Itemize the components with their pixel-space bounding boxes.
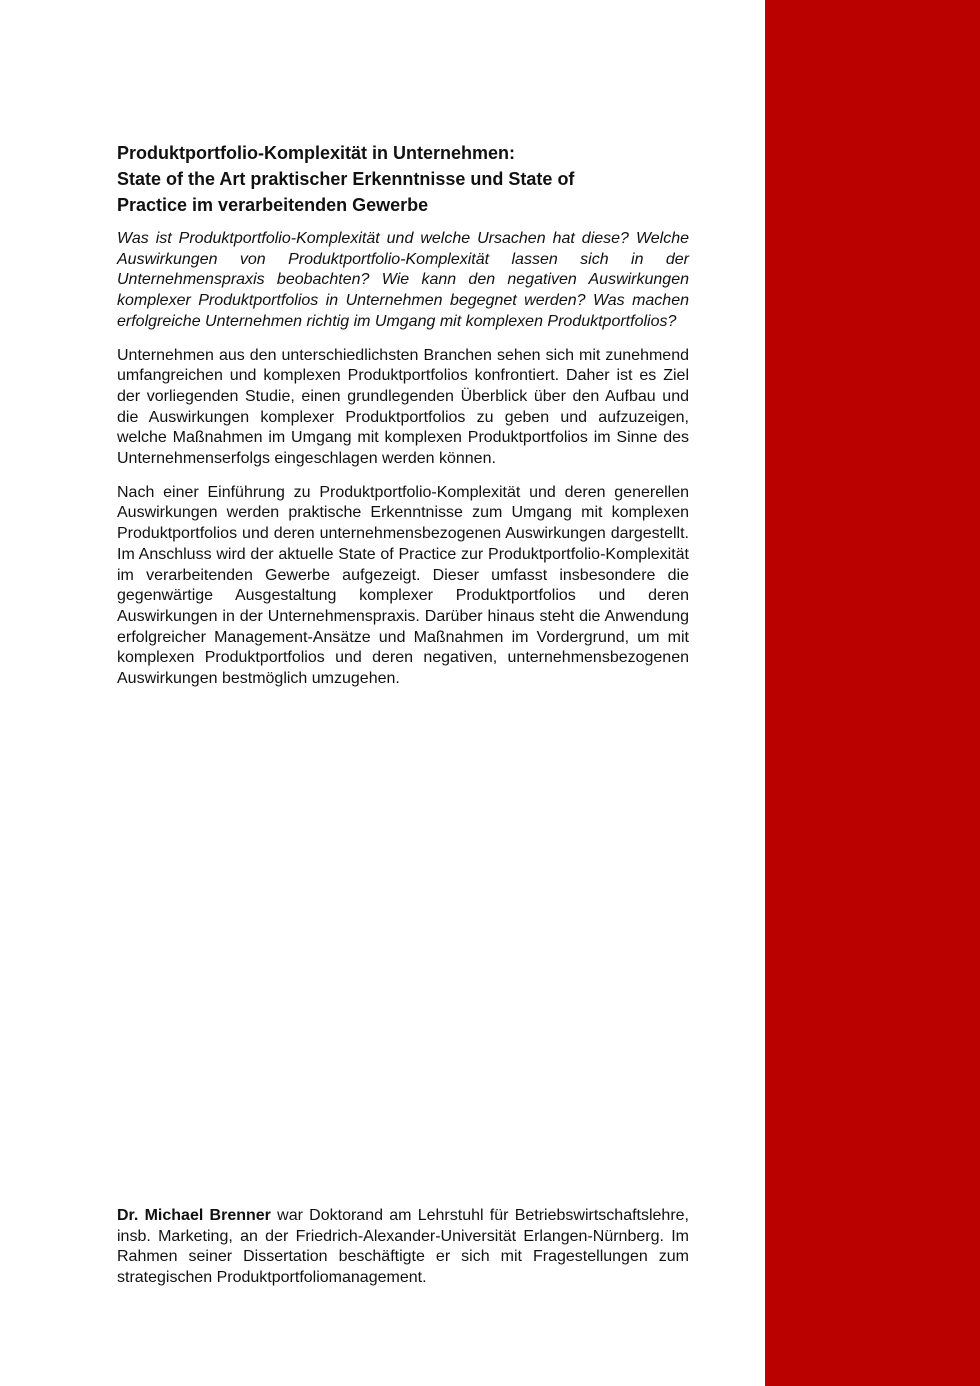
red-side-band: [765, 0, 980, 1386]
title-line-3: Practice im verarbeitenden Gewerbe: [117, 195, 429, 215]
description-paragraph-2: Nach einer Einführung zu Produktportfolio-Komplexität und deren generellen Auswirkungen werden praktische Erkenntnisse zum Umgang mit komplexen Produktportfolios und deren unternehmensbezogenen Auswirkungen dargestellt. Im Anschluss wird der aktuelle State of Practice zur Produktportfolio-Komplexität im verarbeitenden Gewerbe aufgezeigt. Dieser umfasst insbesondere die gegenwärtige Ausgestaltung komplexer Produktportfolios und deren Auswirkungen in der Unternehmenspraxis. Darüber hinaus steht die Anwendung erfolgreicher Management-Ansätze und Maßnahmen im Vordergrund, um mit komplexen Produktportfolios und deren negativen, unternehmensbezogenen Auswirkungen bestmöglich umzugehen.: [117, 483, 689, 688]
description-paragraph-1: Unternehmen aus den unterschiedlichsten Branchen sehen sich mit zunehmend umfangreichen und komplexen Produktportfolios konfrontiert. Daher ist es Ziel der vorliegenden Studie, einen grundlegenden Überblick über den Aufbau und die Auswirkungen komplexer Produktportfolios zu geben und aufzuzeigen, welche Maßnahmen im Umgang mit komplexen Produktportfolios im Sinne des Unternehmenserfolgs eingeschlagen werden können.: [117, 346, 689, 468]
intro-questions: Was ist Produktportfolio-Komplexität und welche Ursachen hat diese? Welche Auswirkungen von Produktportfolio-Komplexität lassen sich in der Unternehmenspraxis beobachten? Wie kann den negativen Auswirkungen komplexer Produktportfolios in Unternehmen begegnet werden? Was machen erfolgreiche Unternehmen richtig im Umgang mit komplexen Produktportfolios?: [117, 230, 689, 330]
title-line-1: Produktportfolio-Komplexität in Unternehmen:: [117, 143, 515, 163]
main-text-block: [117, 140, 689, 703]
book-title: [117, 140, 689, 218]
author-name: Dr. Michael Brenner: [117, 1207, 271, 1224]
author-bio: [117, 1206, 689, 1289]
title-line-2: State of the Art praktischer Erkenntnisse und State of: [117, 169, 575, 189]
author-bio-text: war Doktorand am Lehrstuhl für Betriebswirtschaftslehre, insb. Marketing, an der Friedrich-Alexander-Universität Erlangen-Nürnberg. Im Rahmen seiner Dissertation beschäftigte er sich mit Fragestellungen zum strategischen Produktportfoliomanagement.: [117, 1207, 689, 1287]
